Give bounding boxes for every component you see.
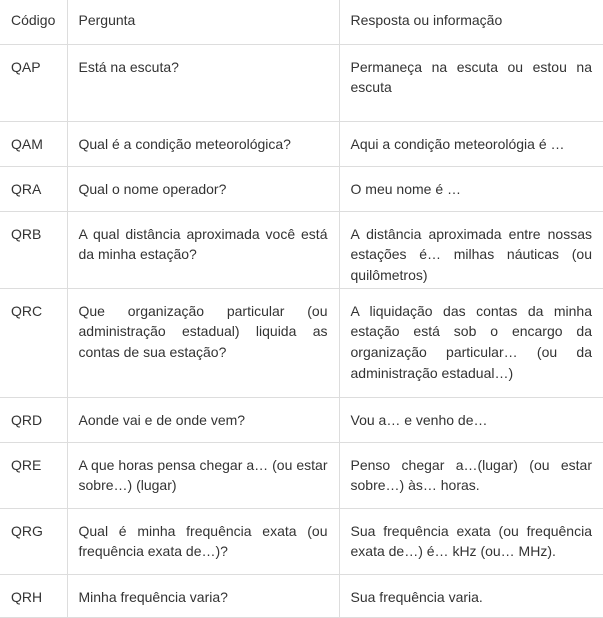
code-cell: QRB xyxy=(0,211,67,288)
table-row xyxy=(0,442,603,508)
question-cell: Minha frequência varia? xyxy=(67,574,339,617)
answer-cell: Permaneça na escuta ou estou na escuta xyxy=(339,44,603,121)
question-cell: A qual distância aproximada você está da minha estação? xyxy=(67,211,339,288)
question-cell: Qual é minha frequência exata (ou frequência exata de…)? xyxy=(67,508,339,574)
code-cell: QRD xyxy=(0,397,67,442)
table-row xyxy=(0,288,603,397)
question-cell: Aonde vai e de onde vem? xyxy=(67,397,339,442)
question-cell: Está na escuta? xyxy=(67,44,339,121)
answer-cell: A liquidação das contas da minha estação está sob o encargo da organização particular… (ou da administração estadual…) xyxy=(339,288,603,397)
question-cell: A que horas pensa chegar a… (ou estar sobre…) (lugar) xyxy=(67,442,339,508)
answer-cell: Sua frequência varia. xyxy=(339,574,603,617)
question-cell: Que organização particular (ou administração estadual) liquida as contas de sua estação? xyxy=(67,288,339,397)
table-row xyxy=(0,508,603,574)
header-question: Pergunta xyxy=(67,0,339,44)
code-cell: QRC xyxy=(0,288,67,397)
table-header xyxy=(0,0,603,44)
code-cell: QRE xyxy=(0,442,67,508)
question-cell: Qual o nome operador? xyxy=(67,166,339,211)
answer-cell: Sua frequência exata (ou frequência exata de…) é… kHz (ou… MHz). xyxy=(339,508,603,574)
answer-cell: A distância aproximada entre nossas estações é… milhas náuticas (ou quilômetros) xyxy=(339,211,603,288)
table-row xyxy=(0,397,603,442)
code-cell: QRH xyxy=(0,574,67,617)
code-cell: QAP xyxy=(0,44,67,121)
code-cell: QRG xyxy=(0,508,67,574)
answer-cell: Penso chegar a…(lugar) (ou estar sobre…) às… horas. xyxy=(339,442,603,508)
header-code: Código xyxy=(0,0,67,44)
table-body xyxy=(0,44,603,617)
answer-cell: O meu nome é … xyxy=(339,166,603,211)
table-row xyxy=(0,166,603,211)
table-row xyxy=(0,211,603,288)
answer-cell: Vou a… e venho de… xyxy=(339,397,603,442)
code-cell: QAM xyxy=(0,121,67,166)
code-cell: QRA xyxy=(0,166,67,211)
table-row xyxy=(0,44,603,121)
answer-cell: Aqui a condição meteorológia é … xyxy=(339,121,603,166)
header-answer: Resposta ou informação xyxy=(339,0,603,44)
table-row xyxy=(0,574,603,617)
question-cell: Qual é a condição meteorológica? xyxy=(67,121,339,166)
table-row xyxy=(0,121,603,166)
header-row xyxy=(0,0,603,44)
